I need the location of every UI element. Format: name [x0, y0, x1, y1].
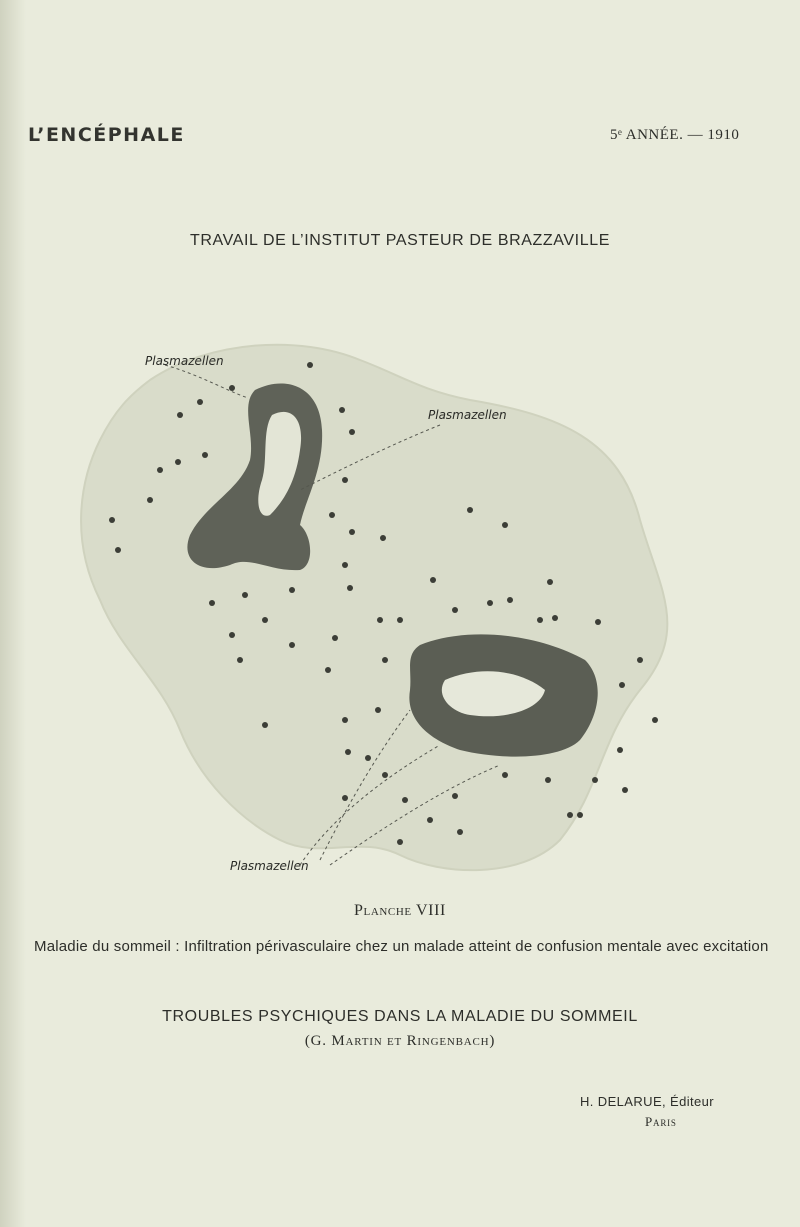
label-plasmazellen-top-right: Plasmazellen	[428, 408, 507, 422]
tissue-section	[81, 345, 667, 870]
journal-year: 5ᵉ ANNÉE. — 1910	[610, 127, 740, 143]
histology-figure	[0, 320, 800, 900]
institute-heading: TRAVAIL DE L’INSTITUT PASTEUR DE BRAZZAVILLE	[190, 232, 610, 249]
label-plasmazellen-top-left: Plasmazellen	[145, 354, 224, 368]
article-title: TROUBLES PSYCHIQUES DANS LA MALADIE DU SOMMEIL	[162, 1008, 638, 1025]
label-plasmazellen-bottom: Plasmazellen	[230, 859, 309, 873]
tissue-section-illustration	[0, 320, 800, 900]
figure-caption: Maladie du sommeil : Infiltration périvasculaire chez un malade atteint de confusion mentale avec excitation	[34, 938, 769, 955]
article-authors: (G. Martin et Ringenbach)	[304, 1033, 496, 1049]
publisher-name: H. DELARUE, Éditeur	[580, 1094, 715, 1109]
plate-number: Planche VIII	[354, 902, 446, 919]
publisher-city: Paris	[645, 1114, 677, 1129]
journal-title: L’ENCÉPHALE	[28, 124, 185, 146]
